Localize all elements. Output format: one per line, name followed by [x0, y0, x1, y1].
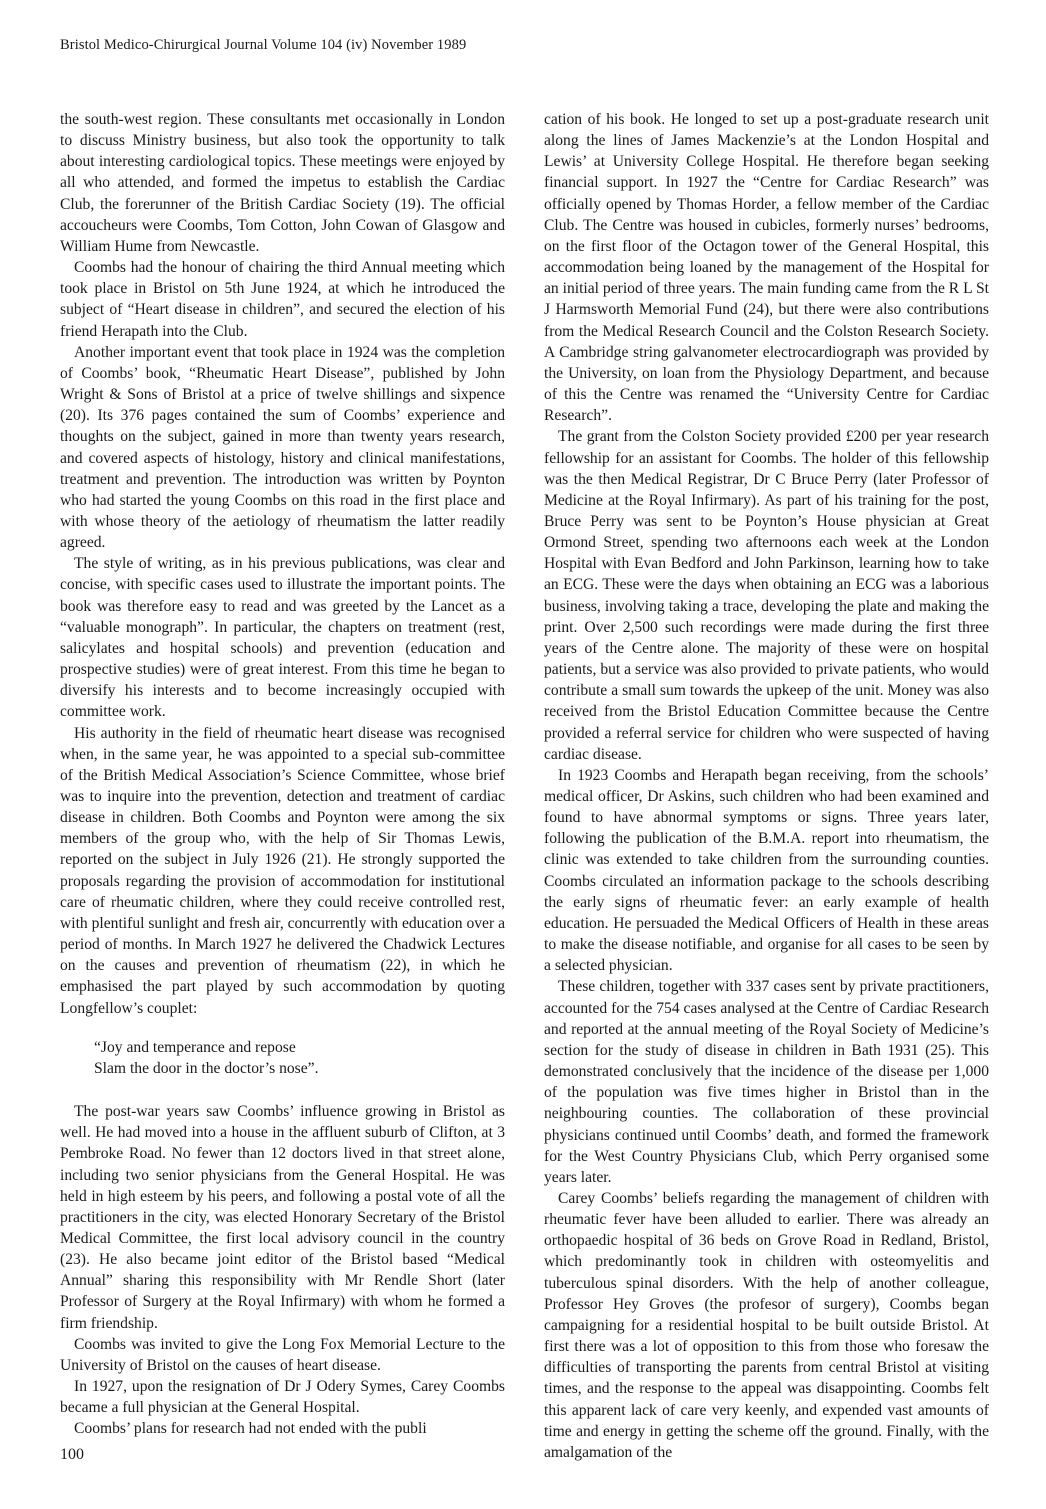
paragraph: Coombs’ plans for research had not ended with the publi	[74, 1420, 427, 1438]
paragraph: Coombs had the honour of chairing the third Annual meeting which took place in Bristol on 5th June 1924, at which he introduced the subject of “Heart disease in children”, and secured the election of his friend Herapath into the Club.	[60, 259, 505, 340]
paragraph: The post-war years saw Coombs’ influence growing in Bristol as well. He had moved into a house in the affluent suburb of Clifton, at 3 Pembroke Road. No fewer than 12 doctors lived in that street alone, including two senior physicians from the General Hospital. He was held in high esteem by his peers, and following a postal vote of all the practitioners in the city, was elected Honorary Secretary of the Bristol Medical Committee, the first local advisory council in the country (23). He also became joint editor of the Bristol based “Medical Annual” sharing this responsibility with Mr Rendle Short (later Professor of Surgery at the Royal Infirmary) with whom he formed a firm friendship.	[60, 1103, 505, 1332]
verse-line: Slam the door in the doctor’s nose”.	[94, 1059, 319, 1077]
verse-line: “Joy and temperance and repose	[94, 1038, 296, 1056]
paragraph: cation of his book. He longed to set up a post-graduate research unit along the lines of James Mackenzie’s at the London Hospital and Lewis’ at University College Hospital. He therefore began seeking financial support. In 1927 the “Centre for Cardiac Research” was officially opened by Thomas Horder, a fellow member of the Cardiac Club. The Centre was housed in cubicles, formerly nurses’ bedrooms, on the first floor of the Octagon tower of the General Hospital, this accommodation being loaned by the management of the Hospital for an initial period of three years. The main funding came from the R L St J Harmsworth Memorial Fund (24), but there were also contributions from the Medical Research Council and the Colston Research Society. A Cambridge string galvanometer electrocardiograph was provided by the University, on loan from the Physiology Department, and because of this the Centre was renamed the “University Centre for Cardiac Research”.	[544, 111, 989, 425]
paragraph: the south-west region. These consultants met occasionally in London to discuss Ministry business, but also took the opportunity to talk about interesting cardiological topics. These meetings were enjoyed by all who attended, and formed the impetus to establish the Cardiac Club, the forerunner of the British Cardiac Society (19). The official accoucheurs were Coombs, Tom Cotton, John Cowan of Glasgow and William Hume from Newcastle.	[60, 111, 505, 255]
paragraph: In 1927, upon the resignation of Dr J Odery Symes, Carey Coombs became a full physician at the General Hospital.	[60, 1378, 505, 1417]
paragraph: The grant from the Colston Society provided £200 per year research fellowship for an assistant for Coombs. The holder of this fellowship was the then Medical Registrar, Dr C Bruce Perry (later Professor of Medicine at the Royal Infirmary). As part of his training for the post, Bruce Perry was sent to be Poynton’s House physician at Great Ormond Street, spending two afternoons each week at the London Hospital with Evan Bedford and John Parkinson, learning how to take an ECG. These were the days when obtaining an ECG was a laborious business, involving taking a trace, developing the plate and making the print. Over 2,500 such recordings were made during the first three years of the Centre alone. The majority of these were on hospital patients, but a service was also provided to private patients, who would contribute a small sum towards the upkeep of the unit. Money was also received from the Bristol Education Committee because the Centre provided a referral service for children who were suspected of having cardiac disease.	[544, 428, 989, 763]
paragraph: In 1923 Coombs and Herapath began receiving, from the schools’ medical officer, Dr Askins, such children who had been examined and found to have abnormal symptoms or signs. Three years later, following the publication of the B.M.A. report into rheumatism, the clinic was extended to take children from the surrounding counties. Coombs circulated an information package to the schools describing the early signs of rheumatic fever: an early example of health education. He persuaded the Medical Officers of Health in these areas to make the disease notifiable, and organise for all cases to be seen by a selected physician.	[544, 766, 989, 975]
verse-quote	[94, 1037, 505, 1079]
paragraph: These children, together with 337 cases sent by private practitioners, accounted for the 754 cases analysed at the Centre of Cardiac Research and reported at the annual meeting of the Royal Society of Medicine’s section for the study of disease in children in Bath 1931 (25). This demonstrated conclusively that the incidence of the disease per 1,000 of the population was five times higher in Bristol than in the neighbouring counties. The collaboration of these provincial physicians continued until Coombs’ death, and formed the framework for the West Country Physicians Club, which Perry organised some years later.	[544, 978, 989, 1186]
right-column	[544, 109, 989, 1463]
paragraph: The style of writing, as in his previous publications, was clear and concise, with specific cases used to illustrate the important points. The book was therefore easy to read and was greeted by the Lancet as a “valuable monograph”. In particular, the chapters on treatment (rest, salicylates and hospital schools) and prevention (education and prospective studies) were of great interest. From this time he began to diversify his interests and to become increasingly occupied with committee work.	[60, 555, 505, 721]
paragraph: His authority in the field of rheumatic heart disease was recognised when, in the same year, he was appointed to a special sub-committee of the British Medical Association’s Science Committee, whose brief was to inquire into the prevention, detection and treatment of cardiac disease in children. Both Coombs and Poynton were among the six members of the group who, with the help of Sir Thomas Lewis, reported on the subject in July 1926 (21). He strongly supported the proposals regarding the provision of accommodation for institutional care of rheumatic children, where they could receive controlled rest, with plentiful sunlight and fresh air, concurrently with education over a period of months. In March 1927 he delivered the Chadwick Lectures on the causes and prevention of rheumatism (22), in which he emphasised the part played by such accommodation by quoting Longfellow’s couplet:	[60, 724, 505, 1017]
left-column	[60, 109, 505, 1440]
page-number: 100	[60, 1446, 84, 1463]
paragraph: Another important event that took place in 1924 was the completion of Coombs’ book, “Rheumatic Heart Disease”, published by John Wright & Sons of Bristol at a price of twelve shillings and sixpence (20). Its 376 pages contained the sum of Coombs’ experience and thoughts on the subject, gained in more than twenty years research, and covered aspects of histology, history and clinical manifestations, treatment and prevention. The introduction was written by Poynton who had started the young Coombs on this road in the first place and with whose theory of the aetiology of rheumatism the latter readily agreed.	[60, 343, 505, 552]
running-header: Bristol Medico-Chirurgical Journal Volume 104 (iv) November 1989	[60, 37, 467, 53]
paragraph: Carey Coombs’ beliefs regarding the management of children with rheumatic fever have been alluded to earlier. There was already an orthopaedic hospital of 36 beds on Grove Road in Redland, Bristol, which predominantly took in children with osteomyelitis and tuberculous spinal disorders. With the help of another colleague, Professor Hey Groves (the profesor of surgery), Coombs began campaigning for a residential hospital to be built outside Bristol. At first there was a lot of opposition to this from those who foresaw the difficulties of transporting the parents from central Bristol at visiting times, and the response to the appeal was disappointing. Coombs felt this apparent lack of care very keenly, and expended vast amounts of time and energy in getting the scheme off the ground. Finally, with the amalgamation of the	[544, 1189, 989, 1461]
paragraph: Coombs was invited to give the Long Fox Memorial Lecture to the University of Bristol on the causes of heart disease.	[60, 1335, 505, 1374]
